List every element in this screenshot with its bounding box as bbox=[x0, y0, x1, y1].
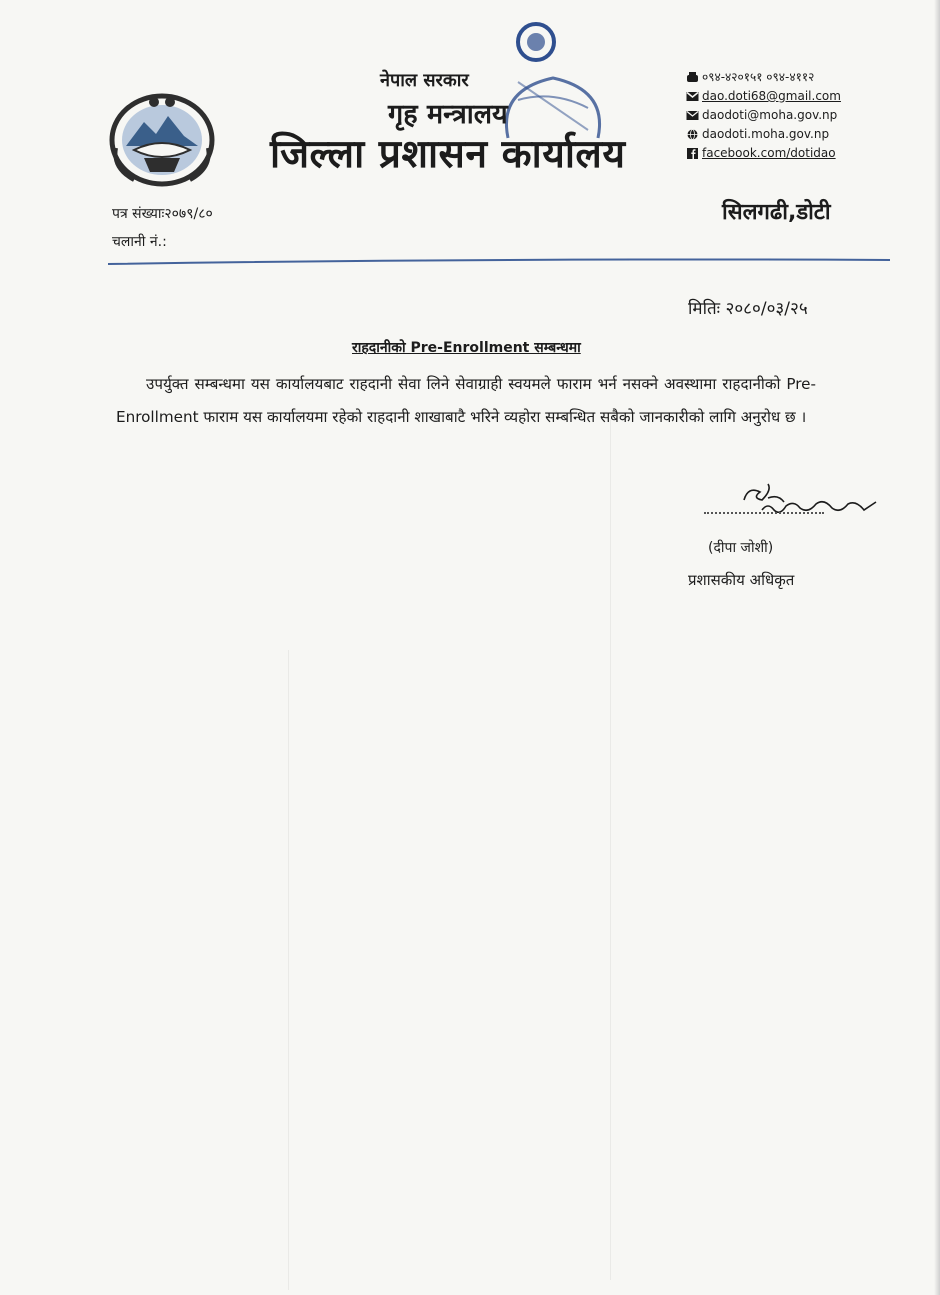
nepal-emblem-icon bbox=[104, 88, 220, 188]
contact-phone bbox=[686, 68, 841, 87]
letter-number: पत्र संख्याः२०७९/८० bbox=[112, 206, 213, 222]
phone-numbers: ०९४-४२०१५१ ०९४-४११२ bbox=[702, 70, 815, 84]
phone-fax-icon bbox=[686, 72, 699, 83]
globe-icon bbox=[686, 129, 699, 140]
mail-address[interactable]: daodoti@moha.gov.np bbox=[702, 108, 838, 122]
mail-icon bbox=[686, 110, 699, 121]
contact-mail[interactable] bbox=[686, 106, 841, 125]
contact-website[interactable] bbox=[686, 125, 841, 144]
gmail-icon bbox=[686, 91, 699, 102]
paper-fold-line bbox=[610, 420, 611, 1280]
letter-date: मितिः २०८०/०३/२५ bbox=[688, 299, 808, 319]
letter-body: उपर्युक्त सम्बन्धमा यस कार्यालयबाट राहदानी सेवा लिने सेवाग्राही स्वयमले फाराम भर्न नसक्ने अवस्थामा राहदानीको Pre-Enrollment फाराम यस कार्यालयमा रहेको राहदानी शाखाबाटै भरिने व्यहोरा सम्बन्धित सबैको जानकारीको लागि अनुरोध छ । bbox=[116, 375, 816, 426]
signature-dotted-line bbox=[704, 512, 824, 514]
office-location: सिलगढी,डोटी bbox=[722, 200, 831, 225]
signer-designation: प्रशासकीय अधिकृत bbox=[688, 571, 795, 589]
letterhead-divider bbox=[108, 258, 890, 266]
facebook-page[interactable]: facebook.com/dotidao bbox=[702, 146, 836, 160]
government-line: नेपाल सरकार bbox=[380, 70, 469, 91]
office-name: जिल्ला प्रशासन कार्यालय bbox=[270, 132, 626, 177]
scan-edge-shadow bbox=[934, 0, 940, 1295]
ministry-name: गृह मन्त्रालय bbox=[388, 99, 508, 130]
handwritten-signature-icon bbox=[738, 480, 888, 526]
website-address[interactable]: daodoti.moha.gov.np bbox=[702, 127, 830, 141]
contact-block bbox=[686, 68, 841, 163]
gmail-address[interactable]: dao.doti68@gmail.com bbox=[702, 89, 841, 103]
paper-fold-line bbox=[288, 650, 289, 1290]
letter-subject: राहदानीको Pre-Enrollment सम्बन्धमा bbox=[352, 340, 581, 356]
signer-name: (दीपा जोशी) bbox=[708, 540, 774, 556]
dispatch-number: चलानी नं.: bbox=[112, 234, 167, 250]
contact-facebook[interactable] bbox=[686, 144, 841, 163]
facebook-icon bbox=[686, 148, 699, 159]
reference-block bbox=[112, 200, 213, 256]
contact-gmail[interactable] bbox=[686, 87, 841, 106]
